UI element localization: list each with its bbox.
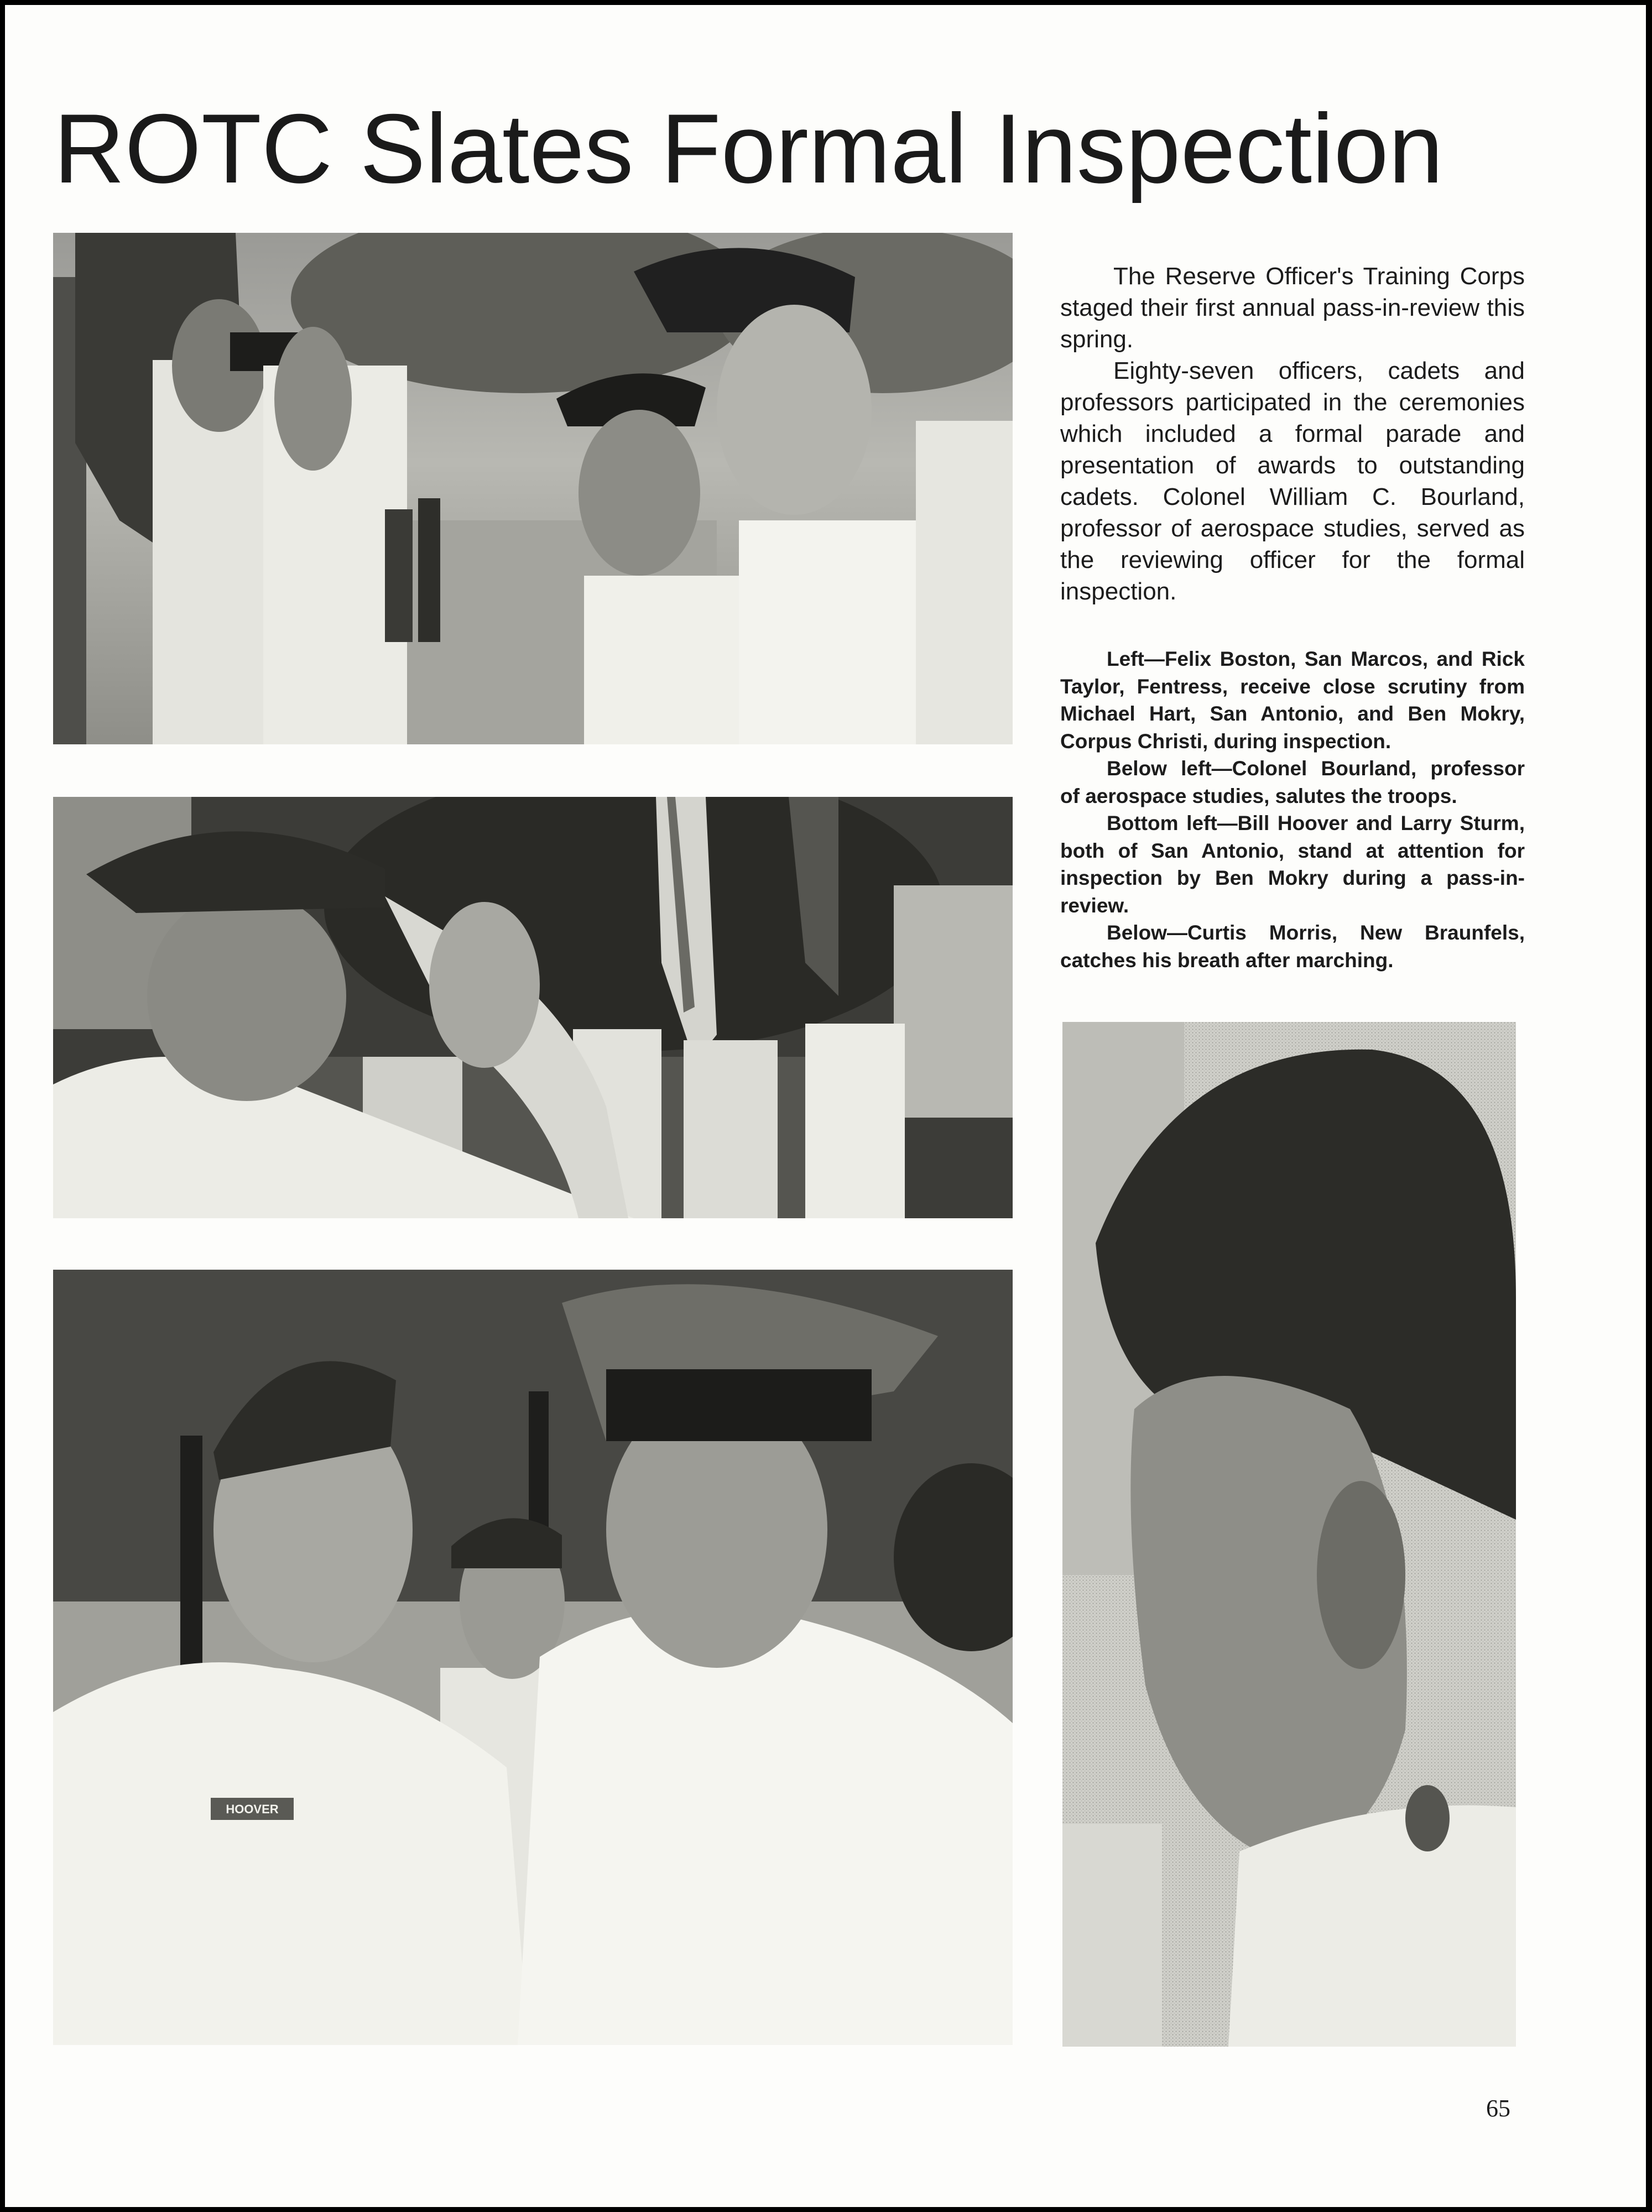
photo-attention [53, 1270, 1013, 2045]
photo-curtis-morris-image [1062, 1022, 1516, 2047]
photo-captions [1060, 645, 1525, 974]
article-paragraph: The Reserve Officer's Training Corps staged their first annual pass-in-review this spring. [1060, 263, 1525, 353]
caption-left: Left—Felix Boston, San Marcos, and Rick Taylor, Fentress, receive close scrutiny from Michael Hart, San Antonio, and Ben Mokry, Corpus Christi, during inspection. [1060, 648, 1525, 753]
article-body [1060, 260, 1525, 607]
caption-below-left: Below left—Colonel Bourland, professor of aerospace studies, salutes the troops. [1060, 757, 1525, 807]
photo-inspection-image [53, 233, 1013, 744]
article-paragraph: Eighty-seven officers, cadets and professors participated in the ceremonies which included a formal parade and presentation of awards to outstanding cadets. Colonel William C. Bourland, professor of aerospace studies, served as the reviewing officer for the formal inspection. [1060, 357, 1525, 605]
photo-attention-image [53, 1270, 1013, 2045]
photo-salute [53, 797, 1013, 1218]
yearbook-page [5, 5, 1646, 2207]
page-title: ROTC Slates Formal Inspection [54, 93, 1443, 204]
photo-salute-image [53, 797, 1013, 1218]
caption-below: Below—Curtis Morris, New Braunfels, catches his breath after marching. [1060, 921, 1525, 972]
name-tag: HOOVER [226, 1802, 279, 1816]
photo-inspection [53, 233, 1013, 744]
photo-curtis-morris [1062, 1022, 1516, 2047]
page-number: 65 [1486, 2095, 1510, 2122]
caption-bottom-left: Bottom left—Bill Hoover and Larry Sturm, both of San Antonio, stand at attention for inspection by Ben Mokry during a pass-in-review. [1060, 812, 1525, 917]
